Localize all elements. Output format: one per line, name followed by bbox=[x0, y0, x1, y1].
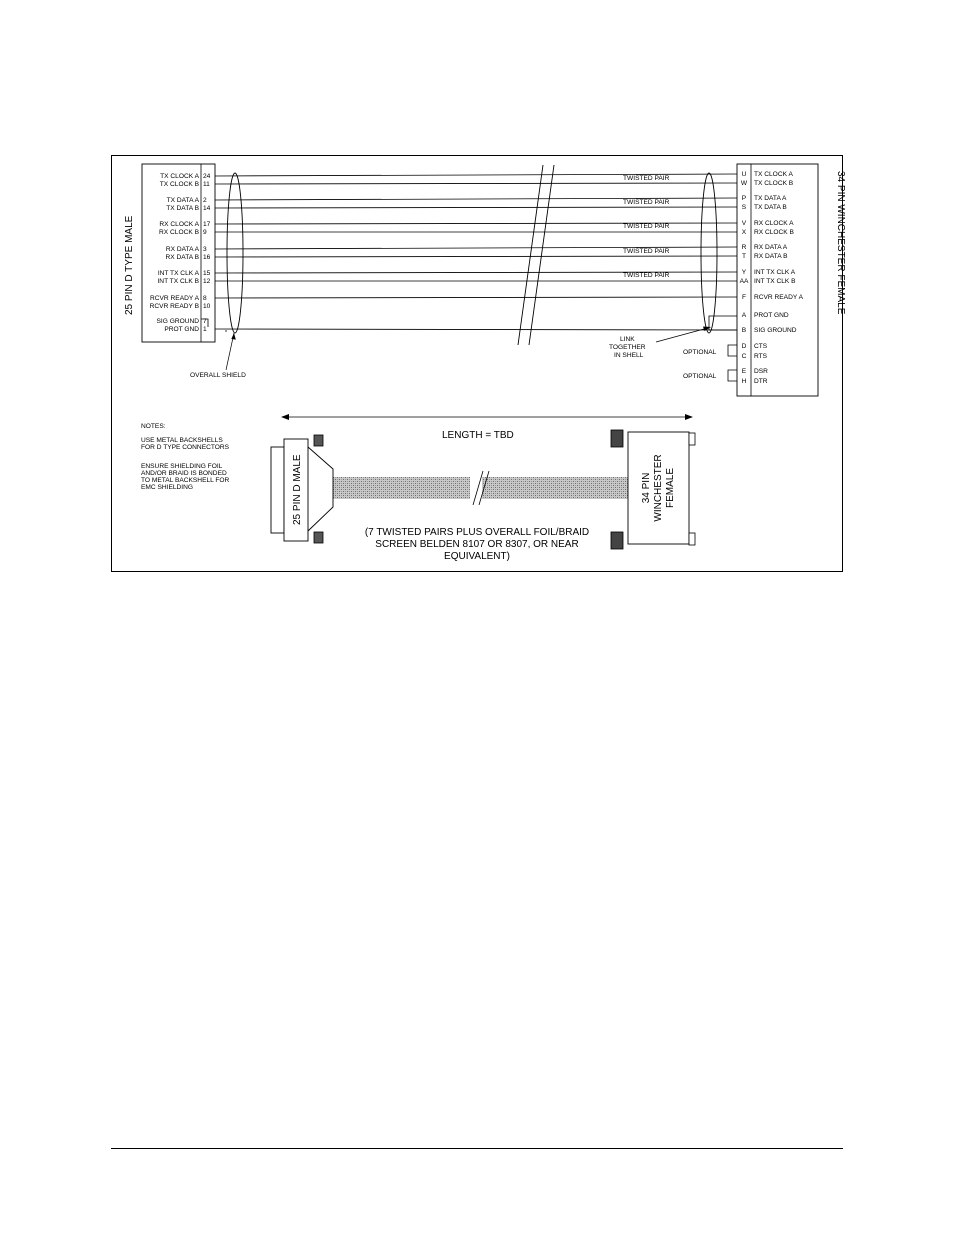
right-overall-shield bbox=[701, 173, 717, 333]
left-pin-label-tx-data-b: TX DATA B bbox=[166, 205, 199, 212]
cable-break-mark-left bbox=[518, 165, 543, 345]
left-pin-number: 3 bbox=[203, 246, 207, 253]
right-pin-label-int-tx-clk-a: INT TX CLK A bbox=[754, 269, 796, 276]
winchester-jackpost-top bbox=[689, 433, 695, 445]
right-pin-letter: F bbox=[741, 294, 747, 301]
right-pin-label-rx-data-b: RX DATA B bbox=[754, 253, 788, 260]
d-sub-screw-bottom bbox=[314, 532, 323, 543]
figure-frame bbox=[112, 156, 843, 572]
left-pin-label-rx-clock-a: RX CLOCK A bbox=[159, 221, 199, 228]
right-connector bbox=[737, 164, 846, 396]
right-pin-letter: R bbox=[741, 244, 747, 251]
notes-heading: NOTES: bbox=[141, 423, 166, 430]
right-pin-label-tx-data-b: TX DATA B bbox=[754, 204, 787, 211]
note-2-line-3: TO METAL BACKSHELL FOR bbox=[141, 477, 230, 484]
winchester-label-line-1: 34 PIN bbox=[641, 472, 652, 504]
left-pin-list bbox=[150, 173, 211, 333]
left-overall-shield bbox=[227, 173, 243, 333]
twisted-pair-labels bbox=[623, 175, 670, 279]
right-pin-label-dsr: DSR bbox=[754, 368, 768, 375]
right-pin-label-tx-data-a: TX DATA A bbox=[754, 195, 787, 202]
footer-rule bbox=[111, 1148, 843, 1149]
left-pin-label-rcvr-ready-b: RCVR READY B bbox=[149, 303, 199, 310]
wire bbox=[215, 256, 737, 257]
note-1-line-1: USE METAL BACKSHELLS bbox=[141, 437, 223, 444]
left-pin-number: 8 bbox=[203, 295, 207, 302]
left-pin-label-rx-data-b: RX DATA B bbox=[165, 254, 199, 261]
left-pin-number: 17 bbox=[203, 221, 211, 228]
right-pin-label-rcvr-ready-a: RCVR READY A bbox=[754, 294, 803, 301]
right-connector-title: 34 PIN WINCHESTER FEMALE bbox=[835, 171, 846, 315]
left-pin-number: 10 bbox=[203, 303, 211, 310]
wire bbox=[215, 207, 737, 208]
left-pin-label-sig-ground: SIG GROUND bbox=[156, 318, 199, 325]
right-pin-letter: A bbox=[741, 312, 747, 319]
length-label: LENGTH = TBD bbox=[442, 430, 514, 441]
left-pin-number: 12 bbox=[203, 278, 211, 285]
left-connector-title: 25 PIN D TYPE MALE bbox=[124, 215, 135, 315]
cable-break-mark-right bbox=[529, 165, 554, 345]
twisted-pair-label: TWISTED PAIR bbox=[623, 175, 670, 182]
d-sub-screw-top bbox=[314, 435, 323, 446]
right-pin-list bbox=[740, 171, 804, 385]
cable-spec-line-3: EQUIVALENT) bbox=[444, 551, 510, 562]
wire bbox=[215, 183, 737, 184]
right-pin-label-dtr: DTR bbox=[754, 378, 768, 385]
left-pin-label-tx-clock-b: TX CLOCK B bbox=[159, 181, 199, 188]
link-note-line-2: TOGETHER bbox=[609, 344, 646, 351]
right-pin-label-tx-clock-b: TX CLOCK B bbox=[754, 180, 794, 187]
right-pin-letter: W bbox=[740, 180, 748, 187]
cts-rts-loopback bbox=[728, 345, 737, 356]
right-pin-label-rx-clock-a: RX CLOCK A bbox=[754, 220, 794, 227]
d-sub-plug bbox=[271, 435, 333, 543]
left-pin-label-int-tx-clk-a: INT TX CLK A bbox=[157, 270, 199, 277]
right-pin-letter: T bbox=[741, 253, 747, 260]
left-connector-box bbox=[142, 164, 215, 342]
left-pin-number: 11 bbox=[203, 181, 210, 188]
wiring-diagram-svg bbox=[111, 155, 846, 572]
left-pin-number: 24 bbox=[203, 173, 211, 180]
left-pin-label-tx-data-a: TX DATA A bbox=[166, 197, 199, 204]
note-1-line-2: FOR D TYPE CONNECTORS bbox=[141, 444, 230, 451]
left-connector bbox=[124, 164, 215, 342]
right-pin-letter: D bbox=[741, 343, 747, 350]
right-pin-letter: P bbox=[741, 195, 747, 202]
left-pin-label-rcvr-ready-a: RCVR READY A bbox=[150, 295, 199, 302]
left-pin-number: 1 bbox=[203, 326, 207, 333]
right-pin-label-cts: CTS bbox=[754, 343, 768, 350]
left-pin-label-rx-data-a: RX DATA A bbox=[165, 246, 199, 253]
dsr-dtr-loopback bbox=[728, 370, 737, 381]
cable-spec-line-2: SCREEN BELDEN 8107 OR 8307, OR NEAR bbox=[375, 539, 579, 550]
overall-shield-label: OVERALL SHIELD bbox=[190, 372, 246, 379]
left-pin-label-prot-gnd: PROT GND bbox=[164, 326, 199, 333]
winchester-screw-bottom bbox=[611, 532, 623, 549]
right-pin-label-tx-clock-a: TX CLOCK A bbox=[754, 171, 793, 178]
note-2-line-1: ENSURE SHIELDING FOIL bbox=[141, 463, 223, 470]
link-note-line-3: IN SHELL bbox=[614, 352, 644, 359]
d-sub-plug-label: 25 PIN D MALE bbox=[292, 454, 303, 525]
right-pin-letter: V bbox=[741, 220, 747, 227]
right-pin-label-rx-clock-b: RX CLOCK B bbox=[754, 229, 794, 236]
note-2-line-4: EMC SHIELDING bbox=[141, 484, 194, 491]
twisted-pair-label: TWISTED PAIR bbox=[623, 272, 670, 279]
right-pin-letter: H bbox=[741, 378, 747, 385]
right-pin-letter: AA bbox=[739, 278, 749, 285]
left-pin-number: 15 bbox=[203, 270, 211, 277]
cable-break-gap bbox=[470, 473, 482, 503]
winchester-jackpost-bottom bbox=[689, 533, 695, 545]
left-pin-label-tx-clock-a: TX CLOCK A bbox=[160, 173, 199, 180]
right-pin-label-int-tx-clk-b: INT TX CLK B bbox=[754, 278, 796, 285]
left-pin-number: 9 bbox=[203, 229, 207, 236]
left-pin-label-rx-clock-b: RX CLOCK B bbox=[159, 229, 199, 236]
length-arrow-left bbox=[281, 414, 289, 420]
right-pin-letter: B bbox=[741, 327, 747, 334]
left-pin-number: 16 bbox=[203, 254, 211, 261]
right-pin-label-sig-ground: SIG GROUND bbox=[754, 327, 797, 334]
right-pin-letter: E bbox=[741, 368, 747, 375]
d-sub-backshell bbox=[308, 447, 333, 531]
link-note-arrow bbox=[656, 329, 704, 342]
twisted-pair-label: TWISTED PAIR bbox=[623, 248, 670, 255]
left-pin-number: 2 bbox=[203, 197, 207, 204]
twisted-pair-label: TWISTED PAIR bbox=[623, 199, 670, 206]
cable-assembly-drawing bbox=[271, 414, 695, 562]
right-pin-letter: Y bbox=[741, 269, 747, 276]
right-pin-label-prot-gnd: PROT GND bbox=[754, 312, 789, 319]
cable-wiring-diagram bbox=[111, 155, 846, 572]
winchester-label-line-2: WINCHESTER bbox=[653, 454, 664, 522]
twisted-pair-label: TWISTED PAIR bbox=[623, 223, 670, 230]
right-pin-letter: X bbox=[741, 229, 747, 236]
right-pin-label-rx-data-a: RX DATA A bbox=[754, 244, 788, 251]
winchester-screw-top bbox=[611, 430, 623, 447]
optional-label-dsr-dtr: OPTIONAL bbox=[683, 373, 717, 380]
optional-label-cts-rts: OPTIONAL bbox=[683, 349, 717, 356]
notes-block bbox=[141, 423, 230, 491]
wire bbox=[215, 329, 737, 330]
right-pin-letter: U bbox=[741, 171, 747, 178]
left-pin-number: 7 bbox=[203, 318, 207, 325]
link-note-line-1: LINK bbox=[620, 336, 635, 343]
d-sub-flange bbox=[271, 447, 284, 533]
note-2-line-2: AND/OR BRAID IS BONDED bbox=[141, 470, 227, 477]
left-pin-number: 14 bbox=[203, 205, 211, 212]
right-pin-label-rts: RTS bbox=[754, 353, 768, 360]
right-pin-letter: C bbox=[741, 353, 747, 360]
left-pin-label-int-tx-clk-b: INT TX CLK B bbox=[157, 278, 199, 285]
cable-spec-line-1: (7 TWISTED PAIRS PLUS OVERALL FOIL/BRAID bbox=[364, 527, 590, 538]
winchester-label-line-3: FEMALE bbox=[665, 467, 676, 509]
wire bbox=[215, 297, 737, 298]
length-arrow-right bbox=[685, 414, 693, 420]
right-pin-letter: S bbox=[741, 204, 747, 211]
